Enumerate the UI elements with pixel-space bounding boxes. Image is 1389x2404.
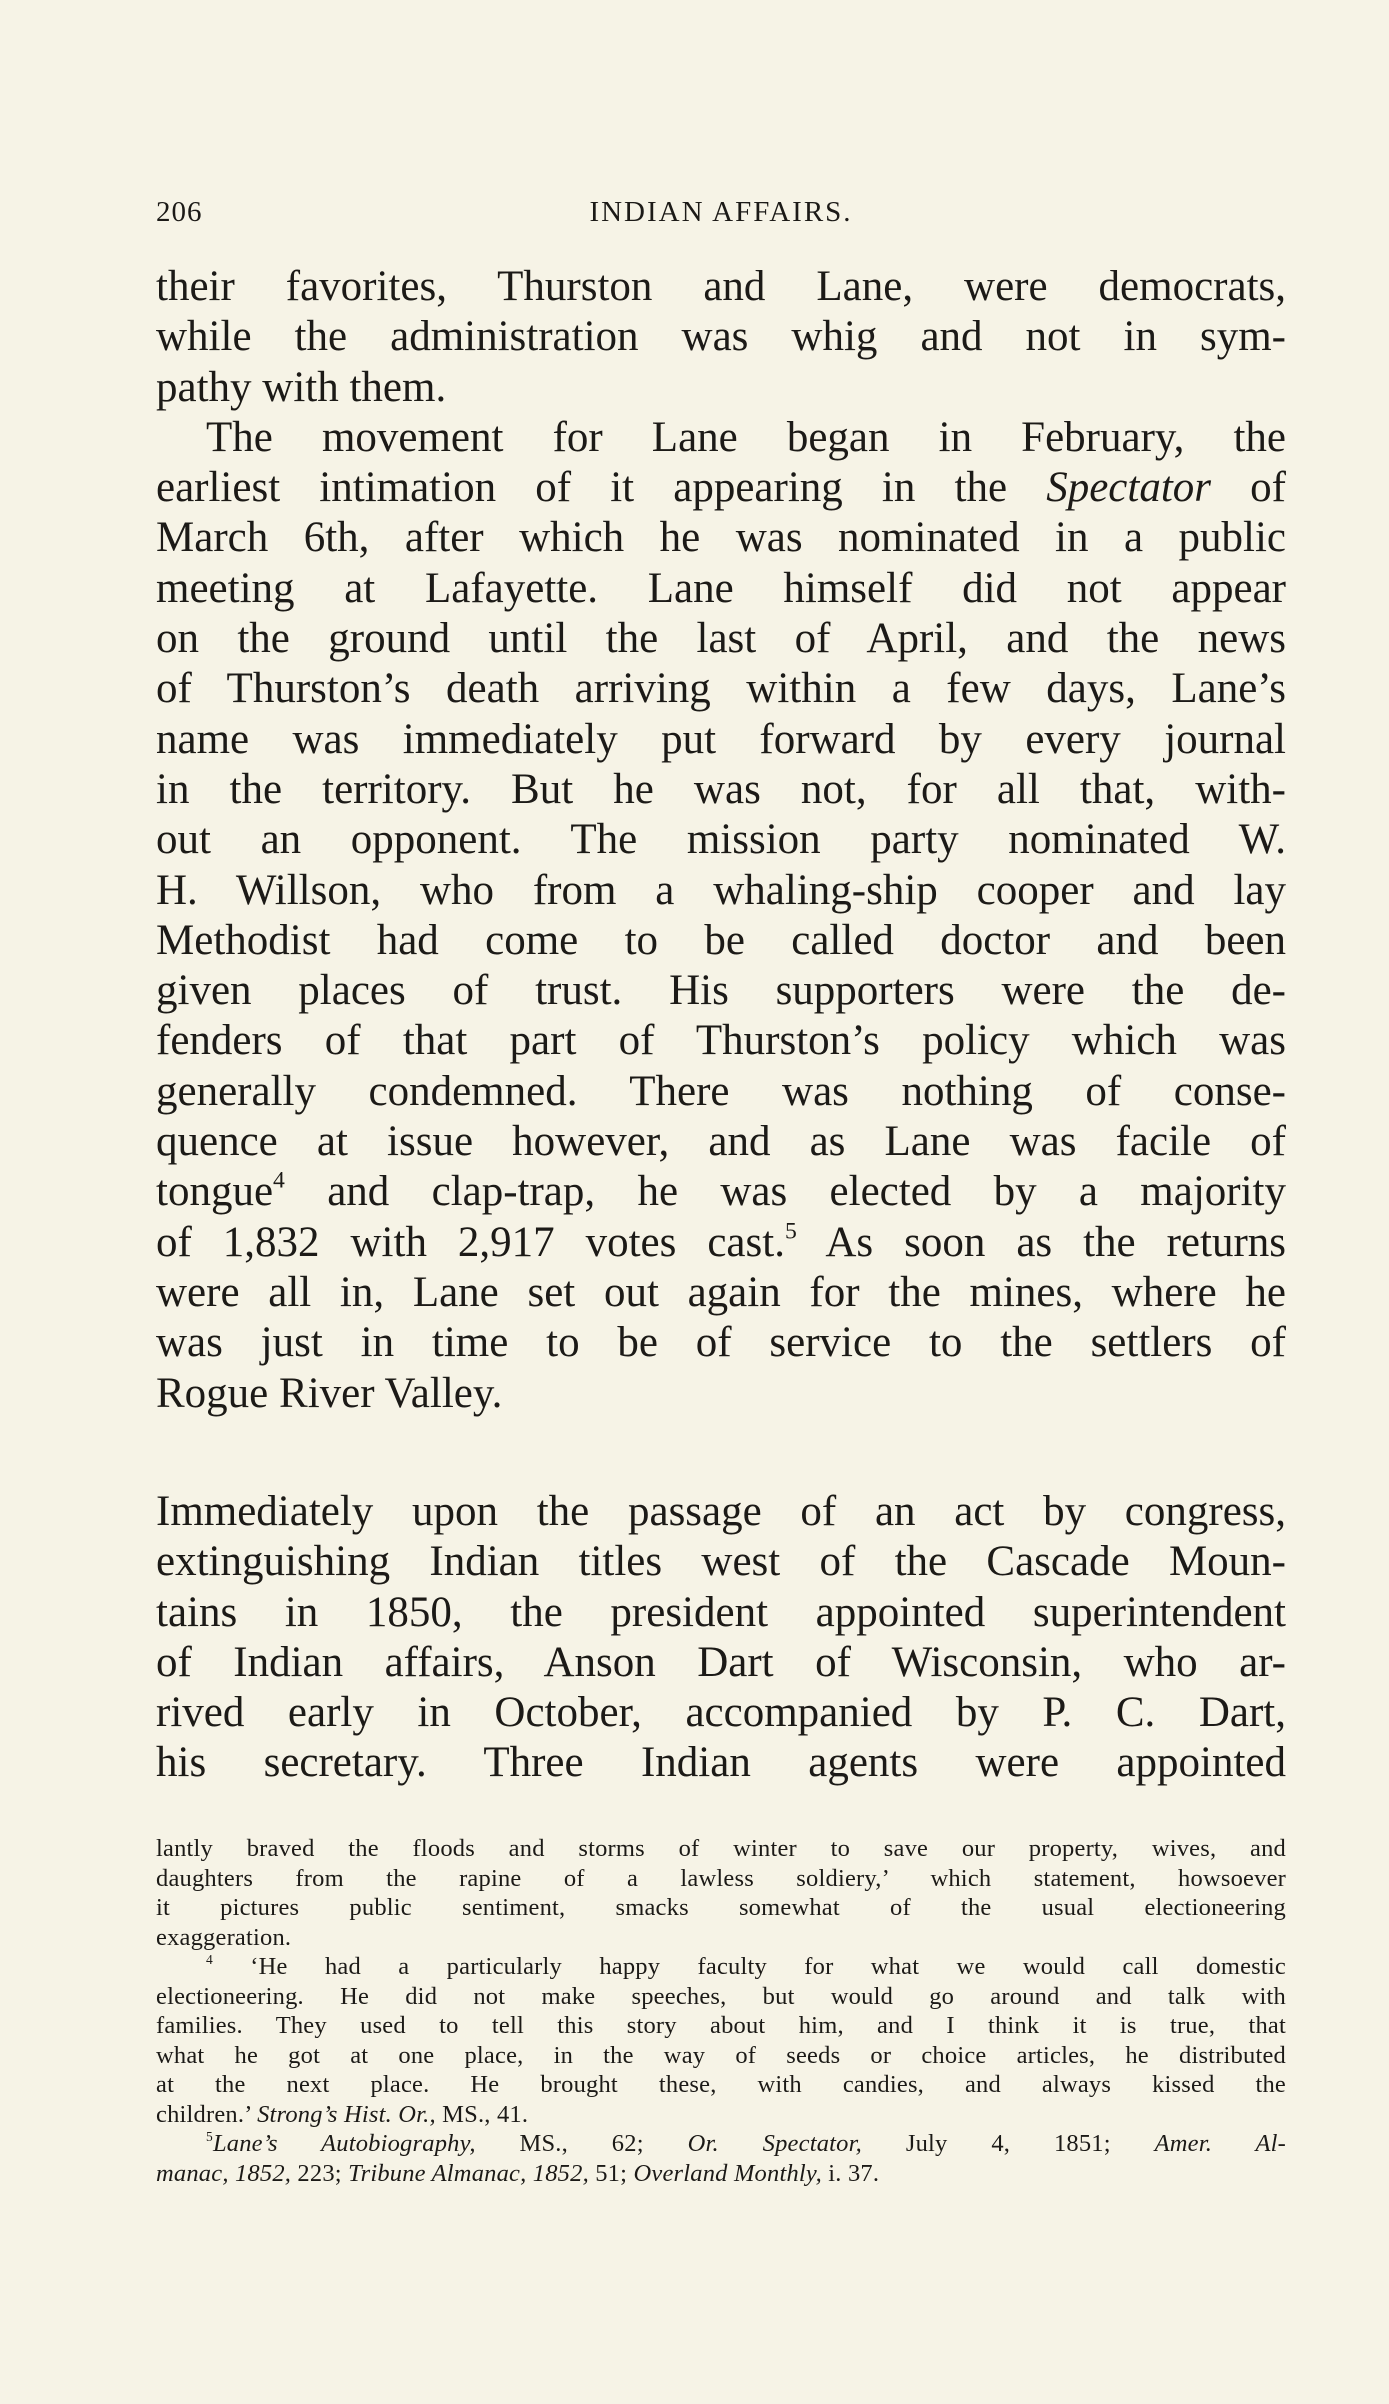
text-line: on the ground until the last of April, and the news (156, 615, 1286, 663)
text-line: earliest intimation of it appearing in the Spectator of (156, 464, 1286, 512)
footnote-line: it pictures public sentiment, smacks somewhat of the usual electioneering (156, 1894, 1286, 1921)
footnote-line: what he got at one place, in the way of seeds or choice articles, he distributed (156, 2041, 1286, 2069)
footnote-line: daughters from the rapine of a lawless soldiery,’ which statement, howsoever (156, 1864, 1286, 1892)
text-line: H. Willson, who from a whaling-ship cooper and lay (156, 866, 1286, 914)
footnote-ref-5[interactable]: 5 (784, 1217, 797, 1244)
text-line: Immediately upon the passage of an act by congress, (156, 1488, 1286, 1535)
footnote-marker: 4 (206, 1951, 213, 1967)
text-line: meeting at Lafayette. Lane himself did not appear (156, 564, 1286, 612)
footnote-line: exaggeration. (156, 1923, 292, 1951)
text-line: pathy with them. (156, 363, 447, 411)
text-line: generally condemned. There was nothing of conse- (156, 1067, 1286, 1115)
text-line: quence at issue however, and as Lane was facile of (156, 1118, 1286, 1166)
footnote-line: at the next place. He brought these, with candies, and always kissed the (156, 2071, 1286, 2098)
text-line: rived early in October, accompanied by P. C. Dart, (156, 1689, 1286, 1737)
footnote-4: $^4$ ‘He had a particularly happy faculty for what we would call domestic (206, 1951, 1286, 1980)
text-line: in the territory. But he was not, for all that, with- (156, 765, 1286, 813)
footnote-line: manac, 1852, 223; Tribune Almanac, 1852, 51; Overland Monthly, i. 37. (156, 2159, 880, 2187)
text-line: of 1,832 with 2,917 votes cast.$^5$ As soon as the returns (156, 1217, 1286, 1266)
text-line: his secretary. Three Indian agents were appointed (156, 1739, 1286, 1787)
text-line: tains in 1850, the president appointed superintendent (156, 1588, 1286, 1636)
italic-title: Spectator (1046, 464, 1212, 512)
text-line: extinguishing Indian titles west of the Cascade Moun- (156, 1538, 1286, 1586)
text-line: Rogue River Valley. (156, 1369, 503, 1417)
text-line: March 6th, after which he was nominated in a public (156, 514, 1286, 562)
text-line: given places of trust. His supporters were the de- (156, 967, 1286, 1015)
text-line: while the administration was whig and not in sym- (156, 313, 1286, 361)
footnotes (156, 1834, 1286, 2188)
text-line: were all in, Lane set out again for the mines, where he (156, 1268, 1286, 1316)
text-line: of Thurston’s death arriving within a few days, Lane’s (156, 665, 1286, 713)
section-paragraph (156, 1487, 1286, 1789)
text-line: was just in time to be of service to the settlers of (156, 1319, 1286, 1367)
footnote-5: $^5$Lane’s Autobiography, MS., 62; Or. Spectator, July 4, 1851; Amer. Al- (206, 2128, 1287, 2157)
text-line: fenders of that part of Thurston’s policy which was (156, 1017, 1286, 1065)
footnote-line: electioneering. He did not make speeches, but would go around and talk with (156, 1982, 1286, 2010)
footnote-ref-4[interactable]: 4 (273, 1167, 285, 1194)
footnote-line: lantly braved the floods and storms of winter to save our property, wives, and (156, 1835, 1286, 1862)
footnote-line: children.’ Strong’s Hist. Or., MS., 41. (156, 2100, 529, 2128)
text-line: their favorites, Thurston and Lane, were democrats, (156, 263, 1286, 310)
text-line: Methodist had come to be called doctor and been (156, 916, 1286, 964)
text-line: name was immediately put forward by every journal (156, 715, 1286, 763)
text-line: out an opponent. The mission party nominated W. (156, 816, 1286, 864)
text-line: tongue$^4$ and clap-trap, he was elected by a majority (156, 1167, 1286, 1216)
page-number: 206 (156, 196, 203, 228)
footnote-line: families. They used to tell this story about him, and I think it is true, that (156, 2012, 1286, 2039)
page-header (156, 196, 1286, 236)
footnote-marker: 5 (206, 2128, 213, 2144)
main-text-block (156, 262, 1286, 1419)
text-line: The movement for Lane began in February, the (206, 413, 1286, 461)
running-head: INDIAN AFFAIRS. (589, 196, 853, 228)
text-line: of Indian affairs, Anson Dart of Wisconsin, who ar- (156, 1638, 1286, 1686)
